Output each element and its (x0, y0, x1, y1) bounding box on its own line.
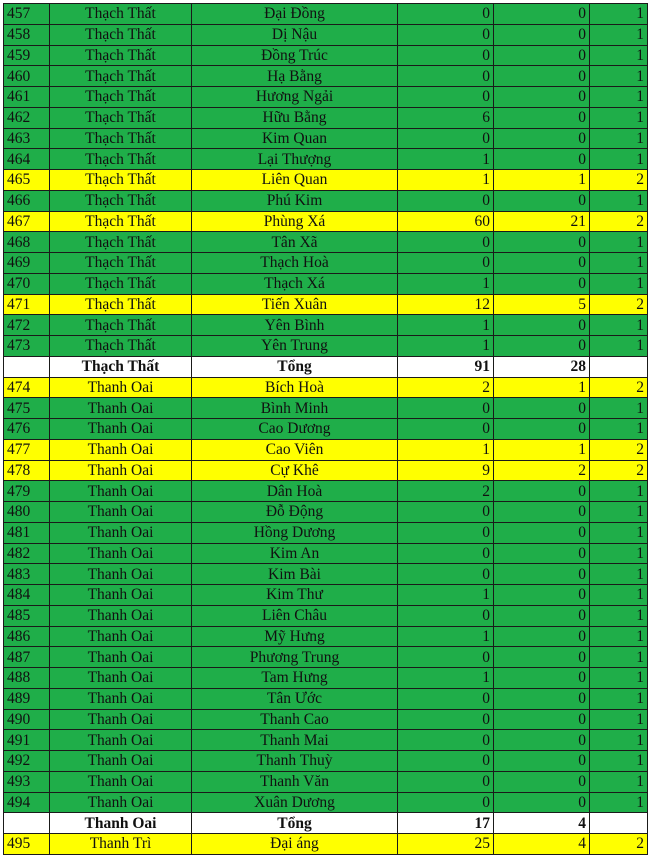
count-1-cell: 0 (398, 522, 494, 543)
commune-cell: Cự Khê (192, 460, 398, 481)
count-3-cell: 1 (590, 709, 648, 730)
commune-cell: Thạch Xá (192, 273, 398, 294)
row-number-cell: 461 (4, 87, 50, 108)
count-3-cell: 1 (590, 481, 648, 502)
table-row (4, 211, 648, 232)
district-cell: Thanh Oai (50, 377, 192, 398)
row-number-cell: 472 (4, 315, 50, 336)
count-1-cell: 0 (398, 419, 494, 440)
count-1-cell: 1 (398, 315, 494, 336)
count-3-cell: 1 (590, 730, 648, 751)
count-1-cell: 0 (398, 502, 494, 523)
row-number-cell: 480 (4, 502, 50, 523)
count-3-cell: 1 (590, 668, 648, 689)
count-3-cell: 1 (590, 626, 648, 647)
table-row (4, 605, 648, 626)
commune-cell: Kim Quan (192, 128, 398, 149)
count-1-cell: 17 (398, 813, 494, 834)
count-3-cell: 1 (590, 45, 648, 66)
district-cell: Thạch Thất (50, 336, 192, 357)
count-2-cell: 0 (494, 751, 590, 772)
count-3-cell: 2 (590, 377, 648, 398)
count-2-cell: 0 (494, 87, 590, 108)
count-2-cell: 0 (494, 66, 590, 87)
count-3-cell: 1 (590, 253, 648, 274)
table-row (4, 522, 648, 543)
commune-cell: Phương Trung (192, 647, 398, 668)
count-2-cell: 4 (494, 813, 590, 834)
district-cell: Thạch Thất (50, 273, 192, 294)
count-1-cell: 0 (398, 543, 494, 564)
count-2-cell: 0 (494, 273, 590, 294)
count-3-cell: 2 (590, 834, 648, 855)
count-1-cell: 0 (398, 253, 494, 274)
district-cell: Thanh Oai (50, 730, 192, 751)
count-2-cell: 0 (494, 107, 590, 128)
row-number-cell: 466 (4, 190, 50, 211)
district-cell: Thanh Oai (50, 709, 192, 730)
district-cell: Thanh Oai (50, 481, 192, 502)
row-number-cell: 475 (4, 398, 50, 419)
count-1-cell: 1 (398, 273, 494, 294)
table-row (4, 45, 648, 66)
count-3-cell: 1 (590, 792, 648, 813)
commune-cell: Xuân Dương (192, 792, 398, 813)
count-1-cell: 0 (398, 24, 494, 45)
commune-cell: Hạ Bằng (192, 66, 398, 87)
count-2-cell: 0 (494, 502, 590, 523)
table-row (4, 149, 648, 170)
count-1-cell: 0 (398, 771, 494, 792)
count-1-cell: 1 (398, 149, 494, 170)
district-cell: Thạch Thất (50, 190, 192, 211)
district-cell: Thanh Oai (50, 813, 192, 834)
district-cell: Thạch Thất (50, 356, 192, 377)
count-1-cell: 0 (398, 751, 494, 772)
row-number-cell: 488 (4, 668, 50, 689)
count-1-cell: 1 (398, 626, 494, 647)
count-3-cell: 1 (590, 128, 648, 149)
commune-cell: Thanh Văn (192, 771, 398, 792)
row-number-cell: 465 (4, 170, 50, 191)
count-3-cell: 1 (590, 336, 648, 357)
count-2-cell: 0 (494, 128, 590, 149)
count-2-cell: 0 (494, 688, 590, 709)
table-row (4, 647, 648, 668)
count-2-cell: 1 (494, 377, 590, 398)
count-2-cell: 0 (494, 771, 590, 792)
count-2-cell: 0 (494, 45, 590, 66)
commune-cell: Tiến Xuân (192, 294, 398, 315)
commune-cell: Liên Quan (192, 170, 398, 191)
row-number-cell: 478 (4, 460, 50, 481)
district-cell: Thanh Oai (50, 771, 192, 792)
row-number-cell: 490 (4, 709, 50, 730)
count-1-cell: 0 (398, 190, 494, 211)
commune-cell: Phùng Xá (192, 211, 398, 232)
count-2-cell: 0 (494, 792, 590, 813)
commune-cell: Kim Bài (192, 564, 398, 585)
district-cell: Thanh Oai (50, 419, 192, 440)
commune-cell: Kim Thư (192, 585, 398, 606)
count-3-cell: 1 (590, 149, 648, 170)
row-number-cell: 459 (4, 45, 50, 66)
count-1-cell: 0 (398, 647, 494, 668)
district-cell: Thạch Thất (50, 170, 192, 191)
count-2-cell: 0 (494, 481, 590, 502)
table-row (4, 336, 648, 357)
count-2-cell: 0 (494, 564, 590, 585)
table-row (4, 24, 648, 45)
count-1-cell: 9 (398, 460, 494, 481)
count-3-cell: 2 (590, 439, 648, 460)
row-number-cell: 495 (4, 834, 50, 855)
count-3-cell: 2 (590, 170, 648, 191)
row-number-cell: 468 (4, 232, 50, 253)
table-row (4, 294, 648, 315)
row-number-cell: 494 (4, 792, 50, 813)
table-row (4, 398, 648, 419)
row-number-cell (4, 356, 50, 377)
table-row (4, 771, 648, 792)
row-number-cell: 463 (4, 128, 50, 149)
commune-cell: Hương Ngải (192, 87, 398, 108)
count-1-cell: 1 (398, 336, 494, 357)
commune-cell: Hồng Dương (192, 522, 398, 543)
district-cell: Thanh Oai (50, 522, 192, 543)
district-cell: Thạch Thất (50, 253, 192, 274)
commune-cell: Yên Trung (192, 336, 398, 357)
row-number-cell: 462 (4, 107, 50, 128)
count-1-cell: 25 (398, 834, 494, 855)
commune-cell: Hữu Bằng (192, 107, 398, 128)
count-1-cell: 0 (398, 564, 494, 585)
commune-cell: Thanh Thuỳ (192, 751, 398, 772)
row-number-cell: 471 (4, 294, 50, 315)
district-cell: Thạch Thất (50, 4, 192, 25)
count-3-cell: 1 (590, 751, 648, 772)
count-3-cell (590, 813, 648, 834)
count-1-cell: 2 (398, 481, 494, 502)
district-cell: Thanh Oai (50, 751, 192, 772)
count-3-cell: 1 (590, 232, 648, 253)
count-1-cell: 0 (398, 66, 494, 87)
table-row (4, 668, 648, 689)
district-cell: Thạch Thất (50, 149, 192, 170)
commune-cell: Phú Kim (192, 190, 398, 211)
count-2-cell: 0 (494, 315, 590, 336)
district-cell: Thạch Thất (50, 66, 192, 87)
commune-cell: Đại áng (192, 834, 398, 855)
commune-cell: Tổng (192, 356, 398, 377)
table-row (4, 66, 648, 87)
district-cell: Thạch Thất (50, 232, 192, 253)
count-1-cell: 0 (398, 4, 494, 25)
commune-cell: Đỗ Động (192, 502, 398, 523)
table-row (4, 543, 648, 564)
district-cell: Thanh Oai (50, 668, 192, 689)
row-number-cell: 491 (4, 730, 50, 751)
row-number-cell: 482 (4, 543, 50, 564)
row-number-cell: 477 (4, 439, 50, 460)
count-2-cell: 1 (494, 439, 590, 460)
district-cell: Thạch Thất (50, 128, 192, 149)
count-3-cell: 1 (590, 605, 648, 626)
table-body (4, 4, 648, 855)
count-1-cell: 0 (398, 792, 494, 813)
commune-cell: Yên Bình (192, 315, 398, 336)
count-2-cell: 28 (494, 356, 590, 377)
table-row (4, 709, 648, 730)
commune-cell: Liên Châu (192, 605, 398, 626)
commune-cell: Dị Nậu (192, 24, 398, 45)
count-1-cell: 2 (398, 377, 494, 398)
district-cell: Thạch Thất (50, 107, 192, 128)
count-1-cell: 0 (398, 398, 494, 419)
commune-cell: Mỹ Hưng (192, 626, 398, 647)
count-1-cell: 91 (398, 356, 494, 377)
count-1-cell: 0 (398, 232, 494, 253)
count-1-cell: 1 (398, 585, 494, 606)
row-number-cell: 464 (4, 149, 50, 170)
commune-cell: Bình Minh (192, 398, 398, 419)
count-3-cell: 1 (590, 502, 648, 523)
data-table (3, 3, 648, 855)
total-row (4, 813, 648, 834)
district-cell: Thanh Trì (50, 834, 192, 855)
count-2-cell: 0 (494, 585, 590, 606)
count-3-cell: 1 (590, 4, 648, 25)
table-row (4, 232, 648, 253)
count-2-cell: 0 (494, 419, 590, 440)
commune-cell: Dân Hoà (192, 481, 398, 502)
count-3-cell: 1 (590, 24, 648, 45)
count-2-cell: 0 (494, 730, 590, 751)
count-2-cell: 21 (494, 211, 590, 232)
count-2-cell: 2 (494, 460, 590, 481)
table-row (4, 792, 648, 813)
district-cell: Thanh Oai (50, 647, 192, 668)
table-row (4, 87, 648, 108)
count-3-cell: 1 (590, 66, 648, 87)
table-row (4, 315, 648, 336)
count-3-cell: 1 (590, 273, 648, 294)
count-2-cell: 0 (494, 626, 590, 647)
commune-cell: Tam Hưng (192, 668, 398, 689)
count-1-cell: 0 (398, 688, 494, 709)
table-row (4, 377, 648, 398)
commune-cell: Cao Viên (192, 439, 398, 460)
count-1-cell: 60 (398, 211, 494, 232)
count-3-cell: 1 (590, 315, 648, 336)
count-3-cell: 1 (590, 419, 648, 440)
table-row (4, 834, 648, 855)
count-3-cell: 1 (590, 522, 648, 543)
commune-cell: Đồng Trúc (192, 45, 398, 66)
count-3-cell: 1 (590, 585, 648, 606)
count-3-cell: 2 (590, 211, 648, 232)
commune-cell: Tổng (192, 813, 398, 834)
table-row (4, 128, 648, 149)
row-number-cell: 474 (4, 377, 50, 398)
count-3-cell: 1 (590, 87, 648, 108)
row-number-cell: 484 (4, 585, 50, 606)
row-number-cell: 487 (4, 647, 50, 668)
table-row (4, 439, 648, 460)
district-cell: Thanh Oai (50, 605, 192, 626)
table-row (4, 688, 648, 709)
row-number-cell: 473 (4, 336, 50, 357)
commune-cell: Tân Ước (192, 688, 398, 709)
count-3-cell: 1 (590, 647, 648, 668)
count-2-cell: 0 (494, 190, 590, 211)
count-1-cell: 0 (398, 605, 494, 626)
commune-cell: Thanh Mai (192, 730, 398, 751)
row-number-cell: 493 (4, 771, 50, 792)
district-cell: Thanh Oai (50, 543, 192, 564)
row-number-cell: 492 (4, 751, 50, 772)
table-row (4, 460, 648, 481)
district-cell: Thanh Oai (50, 688, 192, 709)
district-cell: Thạch Thất (50, 294, 192, 315)
table-row (4, 730, 648, 751)
row-number-cell (4, 813, 50, 834)
count-2-cell: 0 (494, 647, 590, 668)
commune-cell: Đại Đồng (192, 4, 398, 25)
count-2-cell: 5 (494, 294, 590, 315)
commune-cell: Lại Thượng (192, 149, 398, 170)
count-3-cell: 1 (590, 543, 648, 564)
count-3-cell: 2 (590, 460, 648, 481)
row-number-cell: 481 (4, 522, 50, 543)
row-number-cell: 469 (4, 253, 50, 274)
row-number-cell: 485 (4, 605, 50, 626)
table-row (4, 190, 648, 211)
district-cell: Thanh Oai (50, 585, 192, 606)
count-2-cell: 0 (494, 232, 590, 253)
count-3-cell: 1 (590, 190, 648, 211)
total-row (4, 356, 648, 377)
count-2-cell: 1 (494, 170, 590, 191)
row-number-cell: 483 (4, 564, 50, 585)
table-row (4, 4, 648, 25)
district-cell: Thanh Oai (50, 460, 192, 481)
row-number-cell: 476 (4, 419, 50, 440)
count-2-cell: 0 (494, 605, 590, 626)
district-cell: Thạch Thất (50, 87, 192, 108)
commune-cell: Tân Xã (192, 232, 398, 253)
count-2-cell: 0 (494, 253, 590, 274)
commune-cell: Thạch Hoà (192, 253, 398, 274)
count-2-cell: 0 (494, 522, 590, 543)
table-row (4, 419, 648, 440)
district-cell: Thanh Oai (50, 502, 192, 523)
count-1-cell: 0 (398, 128, 494, 149)
district-cell: Thạch Thất (50, 45, 192, 66)
count-2-cell: 0 (494, 149, 590, 170)
commune-cell: Cao Dương (192, 419, 398, 440)
count-3-cell: 1 (590, 398, 648, 419)
table-row (4, 626, 648, 647)
commune-cell: Bích Hoà (192, 377, 398, 398)
row-number-cell: 479 (4, 481, 50, 502)
table-row (4, 481, 648, 502)
table-row (4, 273, 648, 294)
district-cell: Thanh Oai (50, 564, 192, 585)
row-number-cell: 489 (4, 688, 50, 709)
district-cell: Thanh Oai (50, 792, 192, 813)
count-3-cell: 1 (590, 107, 648, 128)
district-cell: Thạch Thất (50, 211, 192, 232)
row-number-cell: 457 (4, 4, 50, 25)
count-1-cell: 1 (398, 439, 494, 460)
count-1-cell: 1 (398, 668, 494, 689)
row-number-cell: 470 (4, 273, 50, 294)
count-1-cell: 6 (398, 107, 494, 128)
district-cell: Thanh Oai (50, 398, 192, 419)
commune-cell: Kim An (192, 543, 398, 564)
count-3-cell: 2 (590, 294, 648, 315)
table-row (4, 502, 648, 523)
count-2-cell: 4 (494, 834, 590, 855)
count-2-cell: 0 (494, 709, 590, 730)
district-cell: Thạch Thất (50, 315, 192, 336)
table-row (4, 170, 648, 191)
count-1-cell: 12 (398, 294, 494, 315)
count-3-cell: 1 (590, 688, 648, 709)
table-row (4, 253, 648, 274)
count-2-cell: 0 (494, 336, 590, 357)
count-1-cell: 0 (398, 45, 494, 66)
count-2-cell: 0 (494, 543, 590, 564)
district-cell: Thanh Oai (50, 626, 192, 647)
row-number-cell: 460 (4, 66, 50, 87)
table-row (4, 585, 648, 606)
count-3-cell (590, 356, 648, 377)
district-cell: Thạch Thất (50, 24, 192, 45)
table-row (4, 107, 648, 128)
table-row (4, 751, 648, 772)
district-cell: Thanh Oai (50, 439, 192, 460)
count-1-cell: 0 (398, 730, 494, 751)
count-1-cell: 0 (398, 87, 494, 108)
table-row (4, 564, 648, 585)
count-3-cell: 1 (590, 564, 648, 585)
count-2-cell: 0 (494, 398, 590, 419)
commune-cell: Thanh Cao (192, 709, 398, 730)
count-2-cell: 0 (494, 668, 590, 689)
count-3-cell: 1 (590, 771, 648, 792)
row-number-cell: 467 (4, 211, 50, 232)
count-1-cell: 0 (398, 709, 494, 730)
count-2-cell: 0 (494, 24, 590, 45)
count-2-cell: 0 (494, 4, 590, 25)
row-number-cell: 458 (4, 24, 50, 45)
count-1-cell: 1 (398, 170, 494, 191)
row-number-cell: 486 (4, 626, 50, 647)
